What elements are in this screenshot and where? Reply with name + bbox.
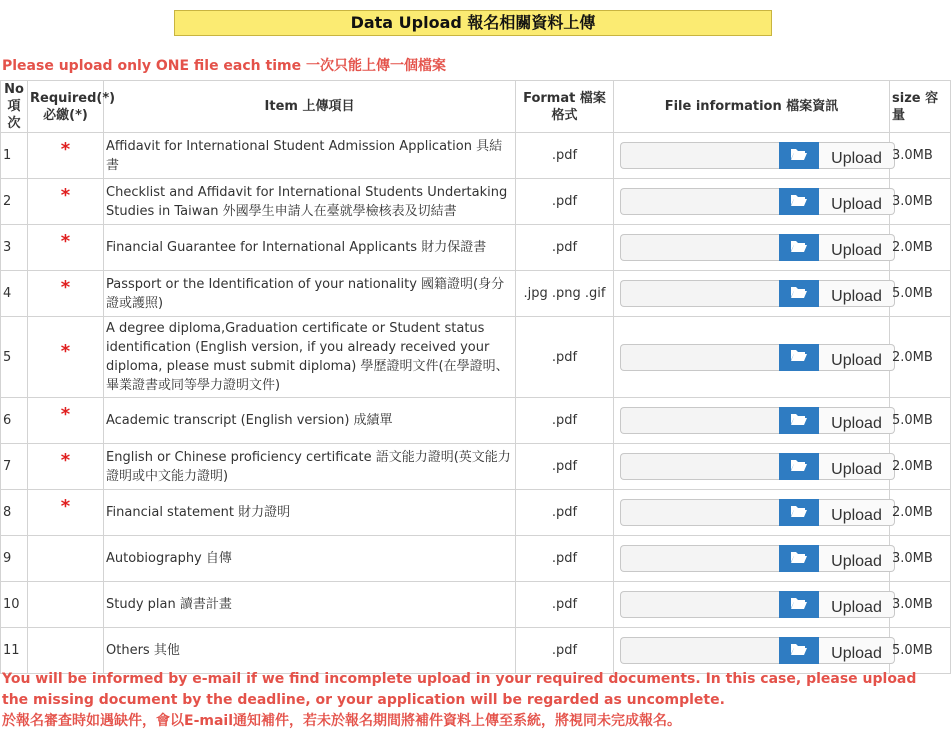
browse-file-button[interactable] <box>779 591 819 618</box>
item-name: Passport or the Identification of your nationality 國籍證明(身分證或護照) <box>104 271 516 317</box>
notice-english: You will be informed by e-mail if we find incomplete upload in your required documents. In this case, please upload the missing document by the deadline, or your application will be regarded as uncomplete. <box>2 671 917 708</box>
table-row <box>1 582 951 628</box>
file-name-field[interactable] <box>620 234 779 261</box>
upload-button[interactable]: Upload <box>819 188 895 215</box>
file-format: .pdf <box>516 225 614 271</box>
upload-button[interactable]: Upload <box>819 407 895 434</box>
item-name: Study plan 讀書計畫 <box>104 582 516 628</box>
max-size: 2.0MB <box>890 225 951 271</box>
upload-button[interactable]: Upload <box>819 499 895 526</box>
required-mark: * <box>60 450 71 471</box>
file-format: .jpg .png .gif <box>516 271 614 317</box>
upload-control <box>620 591 893 618</box>
max-size: 2.0MB <box>890 317 951 398</box>
item-name: Others 其他 <box>104 628 516 674</box>
folder-open-icon <box>790 147 808 165</box>
required-cell <box>28 398 104 444</box>
upload-table <box>0 80 951 674</box>
upload-control <box>620 234 893 261</box>
item-name: English or Chinese proficiency certificate 語文能力證明(英文能力證明或中文能力證明) <box>104 444 516 490</box>
required-cell <box>28 582 104 628</box>
file-name-field[interactable] <box>620 453 779 480</box>
row-number: 2 <box>1 179 28 225</box>
row-number: 1 <box>1 133 28 179</box>
page-title: Data Upload 報名相關資料上傳 <box>174 10 772 36</box>
required-mark: * <box>60 496 71 517</box>
max-size: 5.0MB <box>890 628 951 674</box>
row-number: 5 <box>1 317 28 398</box>
required-cell <box>28 317 104 398</box>
file-format: .pdf <box>516 536 614 582</box>
file-name-field[interactable] <box>620 591 779 618</box>
file-info-cell <box>614 317 890 398</box>
browse-file-button[interactable] <box>779 637 819 664</box>
max-size: 3.0MB <box>890 179 951 225</box>
file-format: .pdf <box>516 317 614 398</box>
header-item: Item 上傳項目 <box>104 81 516 133</box>
table-row <box>1 133 951 179</box>
upload-control <box>620 407 893 434</box>
upload-control <box>620 188 893 215</box>
max-size: 3.0MB <box>890 536 951 582</box>
file-info-cell <box>614 225 890 271</box>
browse-file-button[interactable] <box>779 188 819 215</box>
folder-open-icon <box>790 642 808 660</box>
header-required: Required(*) 必繳(*) <box>28 81 104 133</box>
file-name-field[interactable] <box>620 499 779 526</box>
required-cell <box>28 490 104 536</box>
required-mark: * <box>60 139 71 160</box>
row-number: 8 <box>1 490 28 536</box>
folder-open-icon <box>790 596 808 614</box>
table-row <box>1 225 951 271</box>
upload-button[interactable]: Upload <box>819 545 895 572</box>
item-name: Financial Guarantee for International Applicants 財力保證書 <box>104 225 516 271</box>
required-mark: * <box>60 340 71 362</box>
file-info-cell <box>614 628 890 674</box>
upload-button[interactable]: Upload <box>819 142 895 169</box>
file-info-cell <box>614 536 890 582</box>
upload-button[interactable]: Upload <box>819 637 895 664</box>
upload-control <box>620 637 893 664</box>
row-number: 11 <box>1 628 28 674</box>
folder-open-icon <box>790 504 808 522</box>
file-name-field[interactable] <box>620 142 779 169</box>
item-name: Autobiography 自傳 <box>104 536 516 582</box>
row-number: 3 <box>1 225 28 271</box>
browse-file-button[interactable] <box>779 344 819 371</box>
max-size: 3.0MB <box>890 582 951 628</box>
file-info-cell <box>614 271 890 317</box>
file-info-cell <box>614 444 890 490</box>
required-cell <box>28 271 104 317</box>
file-format: .pdf <box>516 582 614 628</box>
upload-control <box>620 453 893 480</box>
table-row <box>1 179 951 225</box>
header-size: size 容量 <box>890 81 951 133</box>
upload-control <box>620 344 893 371</box>
file-name-field[interactable] <box>620 545 779 572</box>
upload-button[interactable]: Upload <box>819 453 895 480</box>
upload-button[interactable]: Upload <box>819 280 895 307</box>
table-row <box>1 536 951 582</box>
folder-open-icon <box>790 348 808 366</box>
file-name-field[interactable] <box>620 188 779 215</box>
folder-open-icon <box>790 550 808 568</box>
header-format: Format 檔案格式 <box>516 81 614 133</box>
file-name-field[interactable] <box>620 407 779 434</box>
incomplete-upload-notice <box>2 669 947 732</box>
required-mark: * <box>60 231 71 252</box>
required-cell <box>28 628 104 674</box>
file-format: .pdf <box>516 490 614 536</box>
file-format: .pdf <box>516 628 614 674</box>
max-size: 2.0MB <box>890 444 951 490</box>
table-row <box>1 628 951 674</box>
upload-control <box>620 280 893 307</box>
table-row <box>1 317 951 398</box>
folder-open-icon <box>790 285 808 303</box>
item-name: Academic transcript (English version) 成績單 <box>104 398 516 444</box>
upload-button[interactable]: Upload <box>819 234 895 261</box>
file-name-field[interactable] <box>620 280 779 307</box>
row-number: 4 <box>1 271 28 317</box>
max-size: 2.0MB <box>890 490 951 536</box>
max-size: 5.0MB <box>890 398 951 444</box>
required-cell <box>28 225 104 271</box>
file-format: .pdf <box>516 444 614 490</box>
item-name: A degree diploma,Graduation certificate or Student status identification (English version, if you already received your diploma, please must submit diploma) 學歷證明文件(在學證明、畢業證書或同等學力證明文件) <box>104 317 516 398</box>
max-size: 3.0MB <box>890 133 951 179</box>
browse-file-button[interactable] <box>779 407 819 434</box>
required-cell <box>28 179 104 225</box>
browse-file-button[interactable] <box>779 234 819 261</box>
header-file-info: File information 檔案資訊 <box>614 81 890 133</box>
row-number: 6 <box>1 398 28 444</box>
required-mark: * <box>60 185 71 206</box>
browse-file-button[interactable] <box>779 545 819 572</box>
browse-file-button[interactable] <box>779 453 819 480</box>
table-row <box>1 398 951 444</box>
file-name-field[interactable] <box>620 637 779 664</box>
browse-file-button[interactable] <box>779 499 819 526</box>
file-format: .pdf <box>516 179 614 225</box>
required-mark: * <box>60 277 71 298</box>
upload-button[interactable]: Upload <box>819 344 895 371</box>
folder-open-icon <box>790 458 808 476</box>
table-row <box>1 444 951 490</box>
browse-file-button[interactable] <box>779 280 819 307</box>
upload-button[interactable]: Upload <box>819 591 895 618</box>
file-info-cell <box>614 179 890 225</box>
row-number: 9 <box>1 536 28 582</box>
table-row <box>1 271 951 317</box>
browse-file-button[interactable] <box>779 142 819 169</box>
item-name: Affidavit for International Student Admission Application 具結書 <box>104 133 516 179</box>
file-info-cell <box>614 582 890 628</box>
item-name: Checklist and Affidavit for International Students Undertaking Studies in Taiwan 外國學生申請人在臺就學檢核表及切結書 <box>104 179 516 225</box>
row-number: 7 <box>1 444 28 490</box>
folder-open-icon <box>790 193 808 211</box>
file-info-cell <box>614 133 890 179</box>
file-format: .pdf <box>516 398 614 444</box>
file-info-cell <box>614 490 890 536</box>
max-size: 5.0MB <box>890 271 951 317</box>
file-info-cell <box>614 398 890 444</box>
header-no: No 項次 <box>1 81 28 133</box>
file-name-field[interactable] <box>620 344 779 371</box>
required-mark: * <box>60 404 71 425</box>
file-format: .pdf <box>516 133 614 179</box>
table-row <box>1 490 951 536</box>
single-file-notice: Please upload only ONE file each time 一次只能上傳一個檔案 <box>2 58 446 74</box>
item-name: Financial statement 財力證明 <box>104 490 516 536</box>
upload-control <box>620 545 893 572</box>
folder-open-icon <box>790 412 808 430</box>
required-cell <box>28 444 104 490</box>
table-header-row <box>1 81 951 133</box>
upload-control <box>620 142 893 169</box>
notice-chinese: 於報名審查時如遇缺件，會以E-mail通知補件，若未於報名期間將補件資料上傳至系統，將視同未完成報名。 <box>2 713 682 729</box>
title-bar <box>0 0 952 52</box>
folder-open-icon <box>790 239 808 257</box>
required-cell <box>28 536 104 582</box>
required-cell <box>28 133 104 179</box>
row-number: 10 <box>1 582 28 628</box>
upload-control <box>620 499 893 526</box>
